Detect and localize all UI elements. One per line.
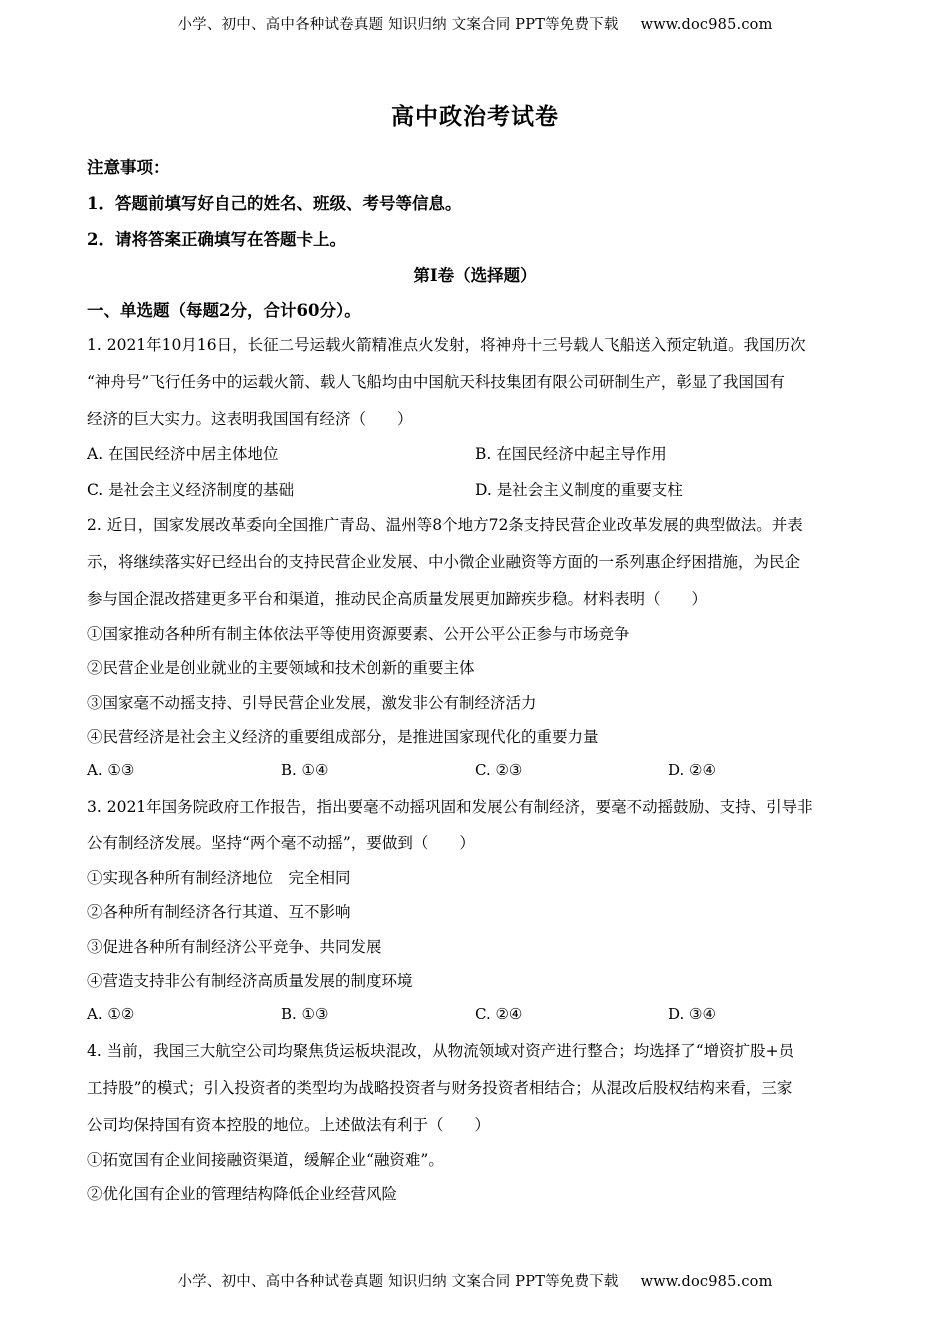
q1-option-a: A. 在国民经济中居主体地位 — [87, 445, 279, 463]
notice-item-1: 1．答题前填写好自己的姓名、班级、考号等信息。 — [87, 194, 462, 213]
q2-stem-line-2: 示，将继续落实好已经出台的支持民营企业发展、中小微企业融资等方面的一系列惠企纾困措施，为民企 — [87, 553, 801, 571]
q4-stem-line-2: 工持股”的模式；引入投资者的类型均为战略投资者与财务投资者相结合；从混改后股权结构来看，三家 — [87, 1079, 793, 1097]
q4-statement-1: ①拓宽国有企业间接融资渠道，缓解企业“融资难”。 — [87, 1151, 444, 1169]
q3-stem-line-1: 3. 2021年国务院政府工作报告，指出要毫不动摇巩固和发展公有制经济，要毫不动摇鼓励、支持、引导非 — [87, 798, 813, 816]
section-title: 一、单选题（每题2分，合计60分）。 — [87, 301, 361, 320]
notice-heading: 注意事项： — [87, 158, 170, 177]
q2-option-a: A. ①③ — [87, 761, 135, 779]
q1-stem-line-1: 1. 2021年10月16日，长征二号运载火箭精准点火发射，将神舟十三号载人飞船送入预定轨道。我国历次 — [87, 336, 806, 354]
q2-option-d: D. ②④ — [668, 761, 716, 779]
q2-option-b: B. ①④ — [281, 761, 329, 779]
q3-statement-2: ②各种所有制经济各行其道、互不影响 — [87, 903, 351, 921]
page-footer — [0, 1270, 950, 1291]
q4-stem-line-3: 公司均保持国有资本控股的地位。上述做法有利于（ ） — [87, 1116, 491, 1134]
q1-option-c: C. 是社会主义经济制度的基础 — [87, 481, 295, 499]
q4-statement-2: ②优化国有企业的管理结构降低企业经营风险 — [87, 1185, 398, 1203]
header-text: 小学、初中、高中各种试卷真题 知识归纳 文案合同 PPT等免费下载 — [177, 17, 619, 33]
q3-option-c: C. ②④ — [475, 1005, 523, 1023]
q3-option-a: A. ①② — [87, 1005, 135, 1023]
notice-item-2: 2．请将答案正确填写在答题卡上。 — [87, 230, 346, 249]
q3-option-d: D. ③④ — [668, 1005, 716, 1023]
q2-stem-line-3: 参与国企混改搭建更多平台和渠道，推动民企高质量发展更加蹄疾步稳。材料表明（ ） — [87, 590, 708, 608]
q2-option-c: C. ②③ — [475, 761, 523, 779]
q2-statement-2: ②民营企业是创业就业的主要领域和技术创新的重要主体 — [87, 659, 475, 677]
q3-statement-4: ④营造支持非公有制经济高质量发展的制度环境 — [87, 972, 413, 990]
q2-statement-3: ③国家毫不动摇支持、引导民营企业发展，激发非公有制经济活力 — [87, 694, 537, 712]
header-site-link[interactable]: www.doc985.com — [640, 17, 773, 33]
q1-option-b: B. 在国民经济中起主导作用 — [475, 445, 667, 463]
q2-stem-line-1: 2. 近日，国家发展改革委向全国推广青岛、温州等8个地方72条支持民营企业改革发展的典型做法。并表 — [87, 516, 803, 534]
q1-stem-line-2: “神舟号”飞行任务中的运载火箭、载人飞船均由中国航天科技集团有限公司研制生产，彰显了我国国有 — [87, 373, 785, 391]
page-header — [0, 13, 950, 34]
q1-stem-line-3: 经济的巨大实力。这表明我国国有经济（ ） — [87, 410, 413, 428]
q3-statement-3: ③促进各种所有制经济公平竞争、共同发展 — [87, 938, 382, 956]
footer-text: 小学、初中、高中各种试卷真题 知识归纳 文案合同 PPT等免费下载 — [177, 1274, 619, 1290]
q4-stem-line-1: 4. 当前，我国三大航空公司均聚焦货运板块混改，从物流领域对资产进行整合；均选择了“增资扩股+员 — [87, 1042, 795, 1060]
part-title: 第I卷（选择题） — [413, 266, 537, 285]
page-title: 高中政治考试卷 — [391, 103, 559, 130]
q3-stem-line-2: 公有制经济发展。坚持“两个毫不动摇”，要做到（ ） — [87, 834, 475, 852]
q3-statement-1: ①实现各种所有制经济地位 完全相同 — [87, 869, 351, 887]
q2-statement-4: ④民营经济是社会主义经济的重要组成部分，是推进国家现代化的重要力量 — [87, 728, 599, 746]
q2-statement-1: ①国家推动各种所有制主体依法平等使用资源要素、公开公平公正参与市场竞争 — [87, 625, 630, 643]
footer-site-link[interactable]: www.doc985.com — [640, 1274, 773, 1290]
q3-option-b: B. ①③ — [281, 1005, 329, 1023]
q1-option-d: D. 是社会主义制度的重要支柱 — [475, 481, 683, 499]
